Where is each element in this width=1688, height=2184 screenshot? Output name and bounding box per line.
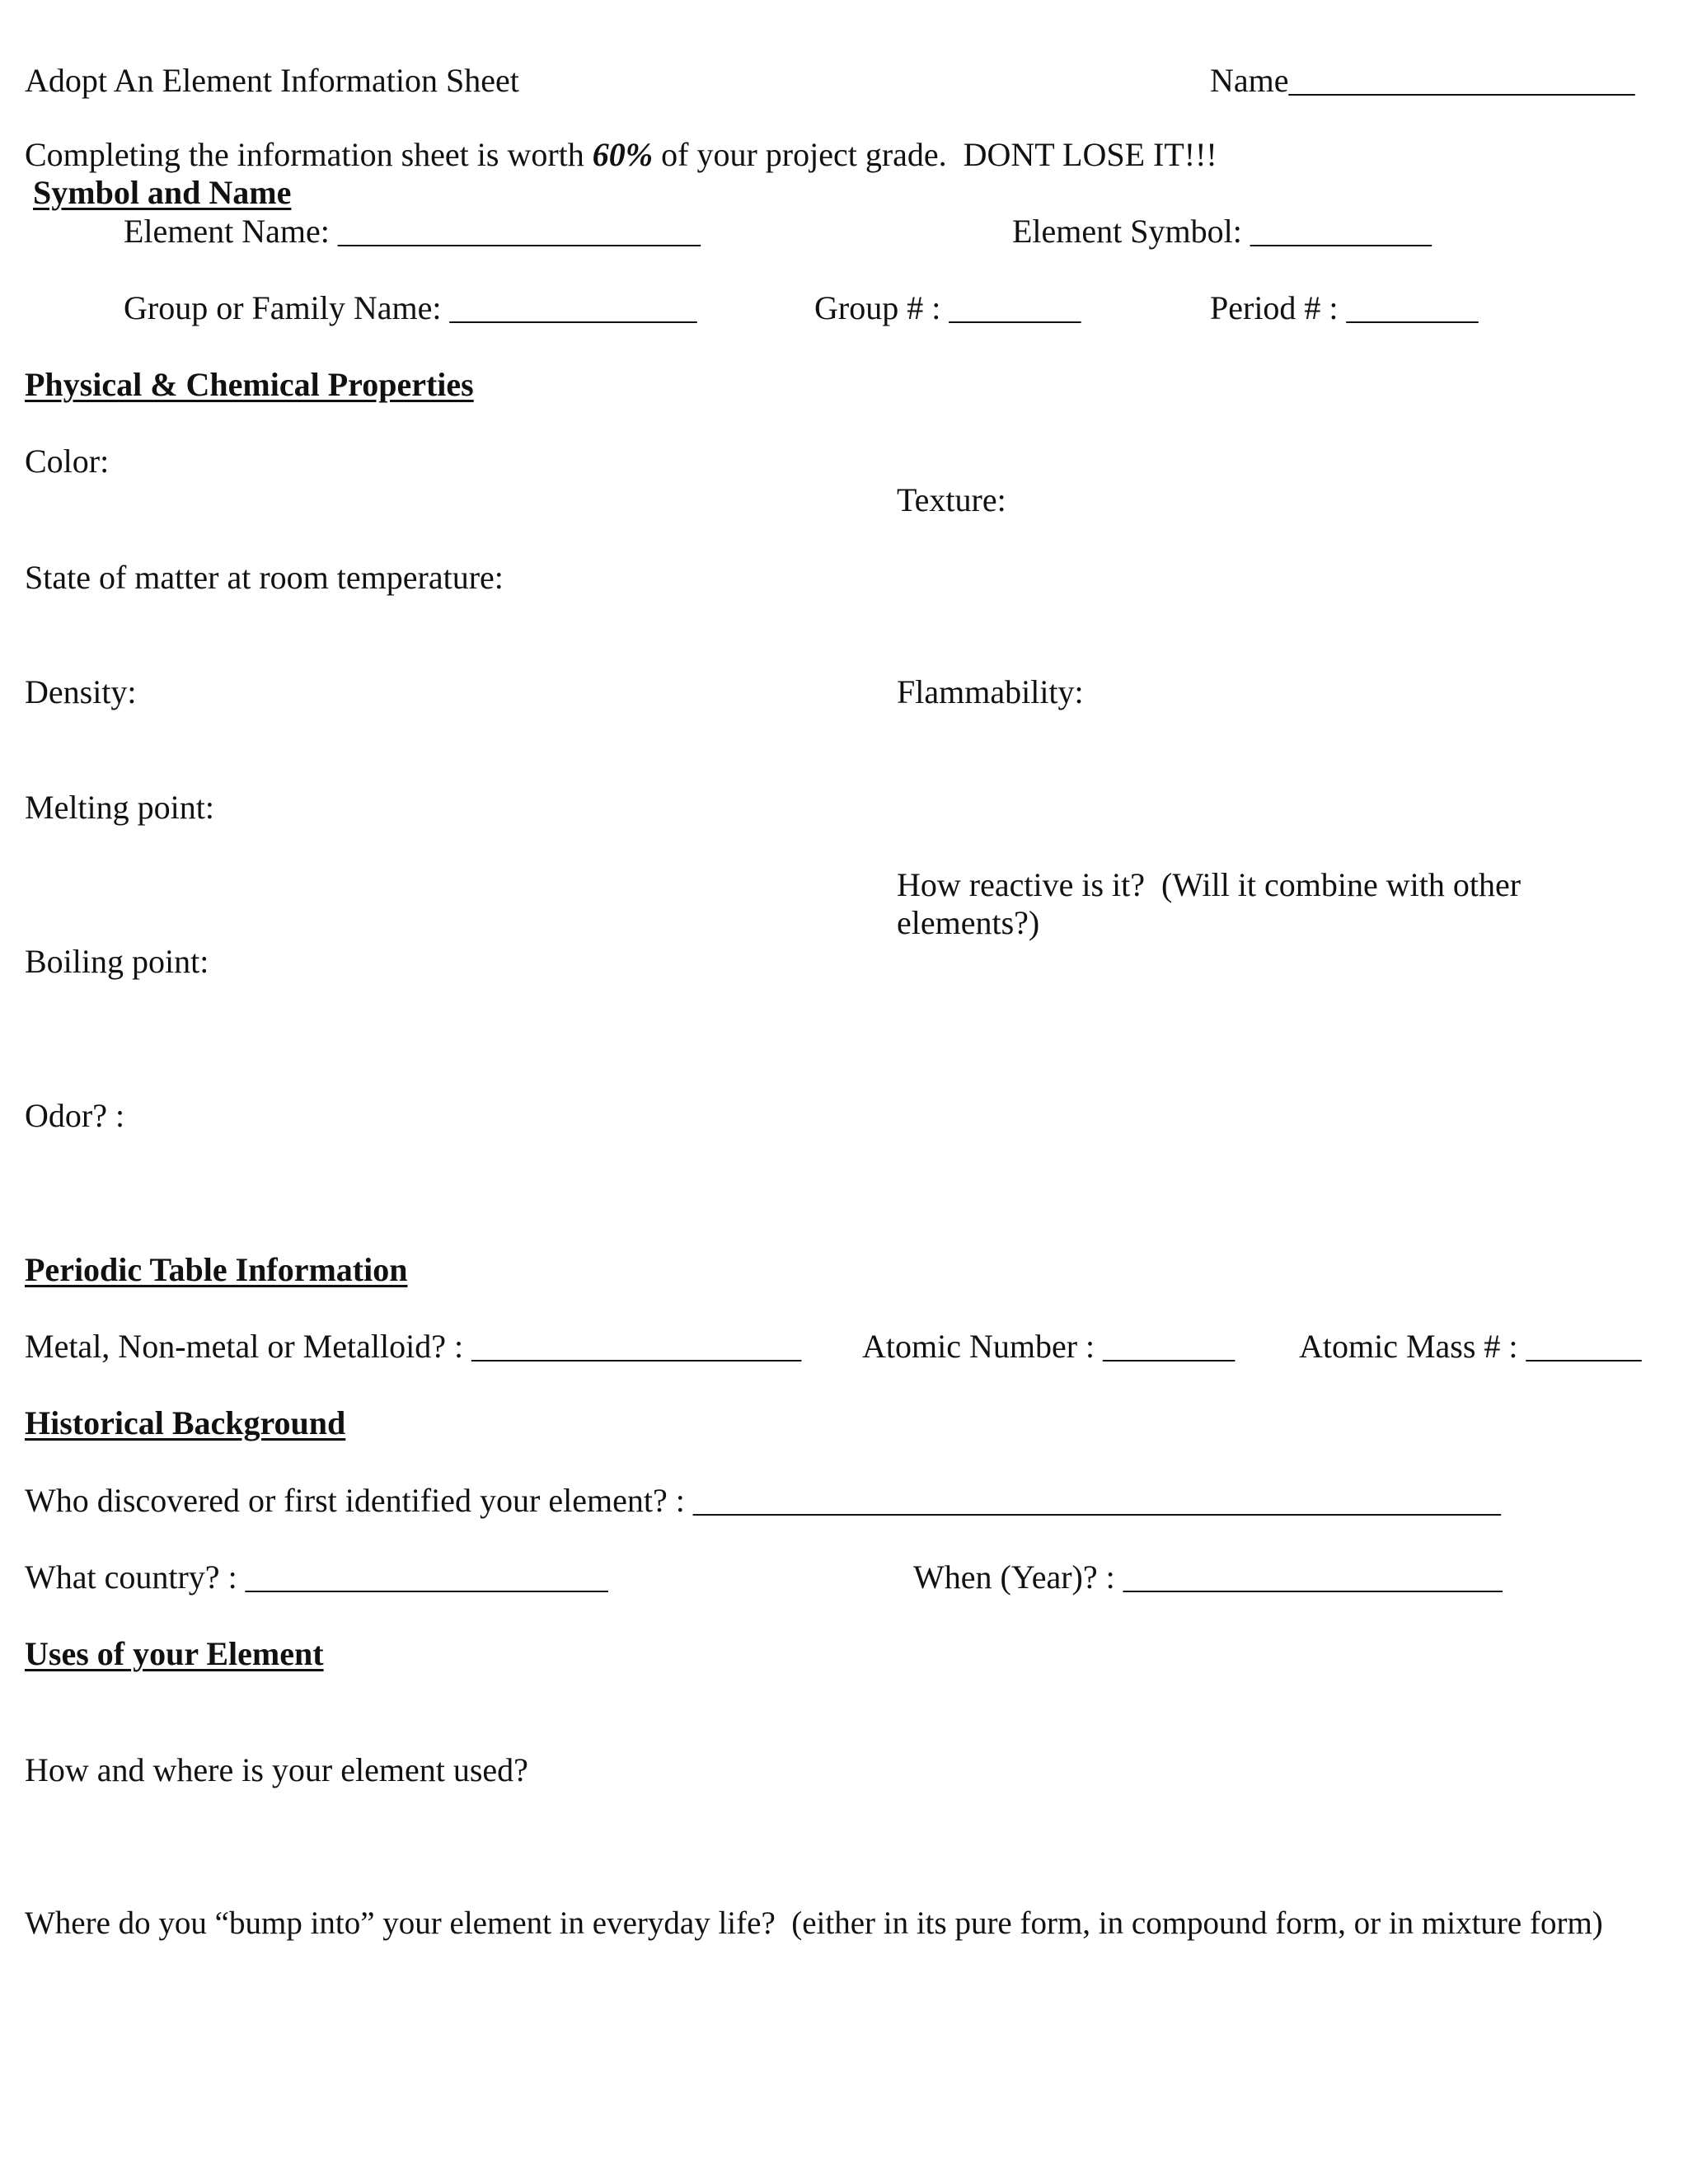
intro-emphasis: 60% — [592, 136, 654, 173]
uses-how-where-label: How and where is your element used? — [25, 1751, 528, 1788]
country-field[interactable]: What country? : ______________________ — [25, 1558, 608, 1596]
uses-section-heading: Uses of your Element — [25, 1635, 324, 1672]
metal-type-field[interactable]: Metal, Non-metal or Metalloid? : ____________________ — [25, 1328, 802, 1365]
flammability-label: Flammability: — [897, 673, 1084, 710]
atomic-mass-field[interactable]: Atomic Mass # : _______ — [1299, 1328, 1642, 1365]
element-name-field[interactable]: Element Name: ______________________ — [124, 213, 701, 250]
intro-after: of your project grade. DONT LOSE IT!!! — [653, 136, 1217, 173]
year-field[interactable]: When (Year)? : _______________________ — [913, 1558, 1503, 1596]
boiling-point-label: Boiling point: — [25, 943, 209, 980]
group-family-field[interactable]: Group or Family Name: _______________ — [124, 289, 697, 326]
element-symbol-field[interactable]: Element Symbol: ___________ — [1012, 213, 1432, 250]
uses-everyday-label: Where do you “bump into” your element in everyday life? (either in its pure form, in compound form, or in mixture form) — [25, 1905, 1603, 1941]
symbol-section-heading: Symbol and Name — [33, 174, 292, 211]
intro-before: Completing the information sheet is worth — [25, 136, 593, 173]
student-name-field[interactable]: Name_____________________ — [1210, 62, 1635, 99]
odor-label: Odor? : — [25, 1097, 125, 1134]
period-number-field[interactable]: Period # : ________ — [1210, 289, 1479, 326]
discoverer-field[interactable]: Who discovered or first identified your element? : _________________________________________________ — [25, 1482, 1501, 1519]
reactivity-label-line2: elements?) — [897, 904, 1040, 941]
group-number-field[interactable]: Group # : ________ — [814, 289, 1081, 326]
density-label: Density: — [25, 673, 137, 710]
intro-text — [25, 135, 1217, 175]
state-of-matter-label: State of matter at room temperature: — [25, 559, 504, 596]
periodic-section-heading: Periodic Table Information — [25, 1251, 408, 1288]
properties-section-heading: Physical & Chemical Properties — [25, 366, 474, 403]
history-section-heading: Historical Background — [25, 1404, 346, 1441]
melting-point-label: Melting point: — [25, 789, 214, 826]
reactivity-label-line1: How reactive is it? (Will it combine with other — [897, 866, 1522, 903]
color-label: Color: — [25, 443, 110, 480]
texture-label: Texture: — [897, 481, 1006, 518]
document-title: Adopt An Element Information Sheet — [25, 62, 519, 99]
atomic-number-field[interactable]: Atomic Number : ________ — [862, 1328, 1236, 1365]
